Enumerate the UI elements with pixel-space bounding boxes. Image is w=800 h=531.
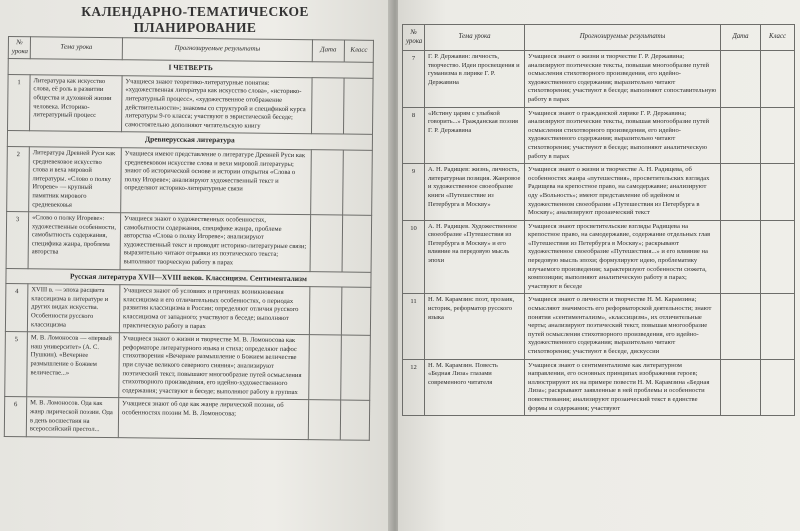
date-cell	[721, 294, 761, 359]
class-cell	[341, 287, 371, 335]
date-cell	[721, 51, 761, 108]
lesson-topic: Н. М. Карамзин: поэт, прозаик, историк, реформатор русского языка	[425, 294, 525, 359]
header-num: № урока	[8, 37, 30, 59]
lesson-results: Учащиеся знают о жизни и творчестве А. Н. Радищева, об особенностях жанра «путешествия», просветительских взглядах Радищева на крепостное право, на самодержавие; анализируют оду «Вольность»; имеют представление об идейном и художественном своеобразии «Путешествия из Петербурга в Москву»; анализируют прозаический текст	[525, 164, 721, 221]
lesson-topic: XVIII в. — эпоха расцвета классицизма в литературе и других видах искусства. Особенности русского классицизма	[27, 284, 119, 333]
right-planning-table	[402, 24, 795, 416]
lesson-number: 12	[403, 359, 425, 416]
header-num: № урока	[403, 25, 425, 51]
table-row	[5, 332, 371, 401]
class-cell	[340, 400, 369, 440]
header-date: Дата	[721, 25, 761, 51]
date-cell	[308, 400, 340, 440]
lesson-results: Учащиеся знают о жизни и творчестве М. В. Ломоносова как реформаторе литературного языка и стиха; определяют пафос стихотворения «Вечернее размышление о Божием величестве при случае великого северного сияния»; анализируют поэтический текст, повышают многообразие путей осмысления стихотворного произведения, его идейно-художественного содержания; участвуют в беседе; выполняют работу в группах	[119, 333, 310, 400]
lesson-number: 2	[7, 146, 30, 211]
lesson-results: Учащиеся знают об условиях и причинах возникновения классицизма и его отличительных особенностях, о периодах развития классицизма в России; определяют отличия русского классицизма от западного; участвуют в беседе; выполняют практическую работу в парах	[119, 285, 309, 335]
section-title: I ЧЕТВЕРТЬ	[8, 59, 373, 78]
date-cell	[310, 215, 343, 272]
lesson-number: 8	[403, 107, 425, 164]
header-results: Прогнозируемые результаты	[525, 25, 721, 51]
lesson-number: 11	[403, 294, 425, 359]
section-title: Русская литература XVII—XVIII веков. Классицизм. Сентиментализм	[6, 268, 371, 287]
table-row	[6, 212, 372, 272]
section-title: Древнерусская литература	[7, 131, 372, 150]
left-table-body	[4, 59, 373, 440]
class-cell	[761, 51, 795, 108]
left-planning-table	[4, 36, 374, 441]
lesson-topic: Н. М. Карамзин. Повесть «Бедная Лиза» глазами современного читателя	[425, 359, 525, 416]
lesson-topic: М. В. Ломоносов. Ода как жанр лирической поэзии. Ода в день восшествия на всероссийский престол...	[26, 397, 118, 437]
lesson-topic: Литература как искусство слова, её роль в развитии общества и духовной жизни человека. Историко-литературный процесс	[30, 75, 123, 133]
table-row	[403, 220, 795, 294]
left-page	[0, 0, 392, 531]
class-cell	[761, 294, 795, 359]
class-cell	[343, 78, 373, 135]
page-title: КАЛЕНДАРНО-ТЕМАТИЧЕСКОЕ ПЛАНИРОВАНИЕ	[81, 4, 309, 35]
lesson-results: Учащиеся знают о жизни и творчестве Г. Р. Державина; анализируют поэтические тексты, повышая многообразие путей осмысления стихотворного произведения, его идейно-художественного содержания; выразительно читают стихотворения; участвуют в беседе; выполняют сопоставительную работу в парах	[525, 51, 721, 108]
lesson-results: Учащиеся имеют представление о литературе Древней Руси как средневековом искусстве слова и вехи мировой литературы; знают об исторической основе и истории открытия «Слова о полку Игореве»; анализируют художественный текст и определяют историко-литературные связи	[121, 148, 312, 215]
lesson-number: 1	[8, 74, 31, 131]
class-cell	[761, 164, 795, 221]
date-cell	[721, 164, 761, 221]
lesson-topic: М. В. Ломоносов — «первый наш университет» (А. С. Пушкин). «Вечернее размышление о Божием величестве...»	[27, 332, 120, 398]
lesson-results: Учащиеся знают об оде как жанре лирической поэзии, об особенностях поэзии М. В. Ломоносова;	[118, 398, 308, 439]
lesson-topic: А. Н. Радищев: жизнь, личность, литературная позиция. Жанровое и художественное своеобразие книги «Путешествие из Петербурга в Москву»	[425, 164, 525, 221]
lesson-results: Учащиеся знают о художественных особенностях, самобытности содержания, специфике жанра, проблеме авторства «Слова о полку Игореве»; анализируют художественный текст и проводят историко-литературные связи; выразительно читают отрывки из поэтического текста; выполняют творческую работу в парах	[120, 213, 311, 272]
table-row	[7, 146, 373, 215]
lesson-number: 10	[403, 220, 425, 294]
table-row	[403, 51, 795, 108]
header-date: Дата	[312, 40, 344, 63]
lesson-number: 7	[403, 51, 425, 108]
header-topic: Тема урока	[30, 37, 122, 60]
table-row	[403, 294, 795, 359]
class-cell	[761, 359, 795, 416]
class-cell	[343, 150, 373, 215]
lesson-results: Учащиеся знают теоретико-литературные понятия: «художественная литература как искусство слова», «историко-литературный процесс», «художественное отображение действительности»; знакомы со структурой и спецификой курса литературы 9-го класса; участвуют в эвристической беседе; самостоятельно дополняют читательскую книгу	[122, 75, 313, 134]
header-topic: Тема урока	[425, 25, 525, 51]
date-cell	[309, 287, 342, 335]
lesson-topic: Г. Р. Державин: личность, творчество. Идеи просвещения и гуманизма в лирике Г. Р. Державина	[425, 51, 525, 108]
class-cell	[761, 220, 795, 294]
table-row	[5, 284, 370, 336]
lesson-results: Учащиеся знают о сентиментализме как литературном направлении, его основных принципах изображения героев; иллюстрируют их на примере повести Н. М. Карамзина «Бедная Лиза»; раскрывают заявленные в ней проблемы и особенности повествования; анализируют прозаический текст в единстве формы и содержания; участвуют	[525, 359, 721, 416]
lesson-results: Учащиеся знают о гражданской лирике Г. Р. Державина; анализируют поэтические тексты, повышая многообразие путей осмысления стихотворного произведения, его идейно-художественного содержания; выразительно читают стихотворения; участвуют в беседе; выполняют аналитическую работу в парах	[525, 107, 721, 164]
lesson-topic: Литература Древней Руси как средневековое искусство слова и веха мировой литературы. «Слово о полку Игореве» — крупный памятник мирового средневековья	[29, 147, 122, 213]
lesson-topic: «Слово о полку Игореве»: художественные особенности, самобытность содержания, специфика жанра, проблема авторства	[28, 212, 121, 270]
class-cell	[761, 107, 795, 164]
lesson-results: Учащиеся знают о личности и творчестве Н. М. Карамзина; осмысляют значимость его реформаторской деятельности; знают понятия «сентиментализм», «классицизм», их отличительные черты; анализируют поэтический текст, повышая многообразие путей осмысления стихотворного произведения, его идейно-художественного содержания; выразительно читают стихотворения; участвуют в беседе, дискуссии	[525, 294, 721, 359]
date-cell	[309, 335, 342, 400]
table-row	[8, 74, 374, 134]
lesson-number: 4	[5, 284, 28, 332]
table-row	[403, 164, 795, 221]
lesson-number: 9	[403, 164, 425, 221]
lesson-number: 3	[6, 212, 29, 269]
right-table-body	[403, 51, 795, 416]
header-class: Класс	[761, 25, 795, 51]
date-cell	[311, 77, 344, 134]
table-row	[403, 359, 795, 416]
date-cell	[311, 150, 344, 215]
table-row	[403, 107, 795, 164]
lesson-results: Учащиеся знают просветительские взгляды Радищева на крепостное право, на самодержавие, содержание отдельных глав «Путешествия из Петербурга в Москву»; раскрывают художественное своеобразие «Путешествия...» и его влияние на передовую мысль эпохи; формулируют идею, проблематику изучаемого произведения; характеризуют особенности сюжета, композиции; выполняют аналитическую работу в парах; участвуют в беседе	[525, 220, 721, 294]
date-cell	[721, 220, 761, 294]
date-cell	[721, 107, 761, 164]
lesson-number: 5	[5, 332, 28, 397]
lesson-topic: «Истину царям с улыбкой говорить...» Гражданская поэзия Г. Р. Державина	[425, 107, 525, 164]
header-results: Прогнозируемые результаты	[122, 38, 312, 62]
table-row	[4, 397, 369, 440]
lesson-number: 6	[4, 397, 26, 437]
class-cell	[341, 335, 371, 400]
lesson-topic: А. Н. Радищев. Художественное своеобразие «Путешествия из Петербурга в Москву» и его влияние на передовую мысль эпохи	[425, 220, 525, 294]
header-class: Класс	[344, 40, 373, 62]
class-cell	[342, 215, 372, 272]
date-cell	[721, 359, 761, 416]
